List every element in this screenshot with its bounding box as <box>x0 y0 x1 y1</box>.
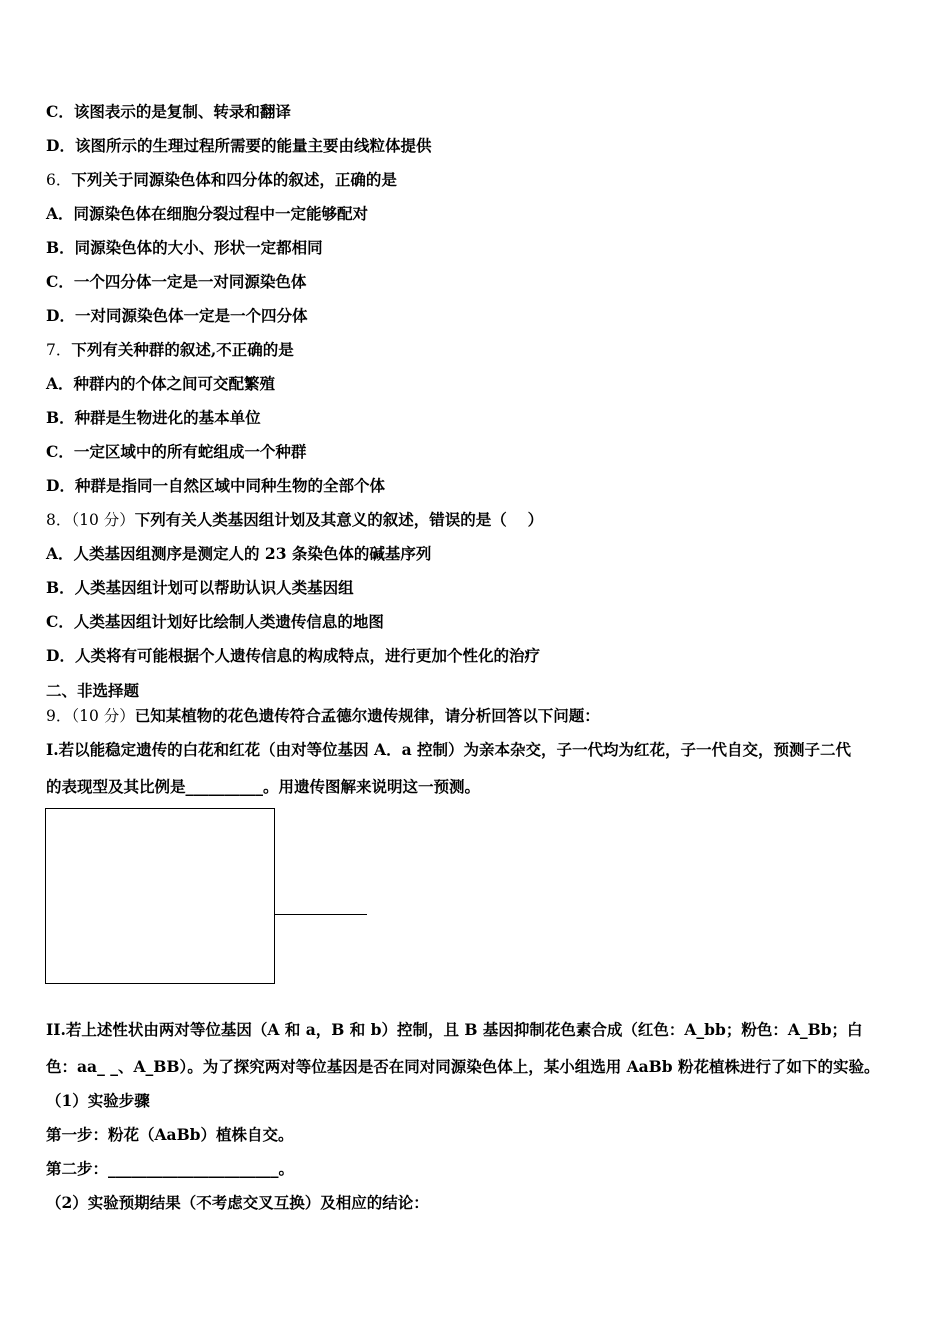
q9-part2-line2: 色：aa_ _、A_BB）。为了探究两对等位基因是否在同对同源染色体上，某小组选用 AaBb 粉花植株进行了如下的实验。 <box>46 1057 880 1076</box>
q7-option-d: D．种群是指同一自然区域中同种生物的全部个体 <box>46 476 385 495</box>
q7-number: 7． <box>46 341 72 359</box>
q6-option-b: B．同源染色体的大小、形状一定都相同 <box>46 238 323 257</box>
q7-stem: 下列有关种群的叙述,不正确的是 <box>71 340 294 359</box>
q7-option-b: B．种群是生物进化的基本单位 <box>46 408 261 427</box>
q7-question <box>46 340 294 360</box>
q9-part2-line1: II.若上述性状由两对等位基因（A 和 a，B 和 b）控制，且 B 基因抑制花色素合成（红色：A_bb；粉色：A_Bb；白 <box>46 1020 863 1039</box>
q9-step1: 第一步：粉花（AaBb）植株自交。 <box>46 1125 294 1144</box>
genetic-diagram-line <box>275 914 367 915</box>
q7-option-a: A．种群内的个体之间可交配繁殖 <box>46 374 276 393</box>
q6-number: 6． <box>46 171 72 189</box>
q8-option-b: B．人类基因组计划可以帮助认识人类基因组 <box>46 578 354 597</box>
q8-stem: 下列有关人类基因组计划及其意义的叙述，错误的是（ ） <box>134 510 544 529</box>
q7-option-c: C．一定区域中的所有蛇组成一个种群 <box>46 442 307 461</box>
q9-part1-line2: 的表现型及其比例是__________。用遗传图解来说明这一预测。 <box>46 777 481 796</box>
q6-option-a: A．同源染色体在细胞分裂过程中一定能够配对 <box>46 204 369 223</box>
q6-stem: 下列关于同源染色体和四分体的叙述，正确的是 <box>71 170 397 189</box>
q5-option-c: C．该图表示的是复制、转录和翻译 <box>46 102 291 121</box>
q5-option-d: D．该图所示的生理过程所需要的能量主要由线粒体提供 <box>46 136 432 155</box>
q9-part1-line1: I.若以能稳定遗传的白花和红花（由对等位基因 A．a 控制）为亲本杂交，子一代均为红花，子一代自交，预测子二代 <box>46 740 852 759</box>
q9-step2: 第二步：______________________。 <box>46 1159 295 1178</box>
q8-option-d: D．人类将有可能根据个人遗传信息的构成特点，进行更加个性化的治疗 <box>46 646 540 665</box>
genetic-diagram-box <box>45 808 275 984</box>
q9-stem: 已知某植物的花色遗传符合孟德尔遗传规律，请分析回答以下问题： <box>134 706 600 725</box>
q8-option-a: A．人类基因组测序是测定人的 23 条染色体的碱基序列 <box>46 544 432 563</box>
q8-option-c: C．人类基因组计划好比绘制人类遗传信息的地图 <box>46 612 384 631</box>
section-heading: 二、非选择题 <box>46 681 140 700</box>
q6-option-d: D．一对同源染色体一定是一个四分体 <box>46 306 308 325</box>
q8-number: 8．（10 分） <box>46 511 135 529</box>
q9-sub2-heading: （2）实验预期结果（不考虑交叉互换）及相应的结论： <box>46 1193 429 1212</box>
q9-sub1-heading: （1）实验步骤 <box>46 1091 150 1110</box>
q6-question <box>46 170 397 190</box>
q9-number: 9．（10 分） <box>46 707 135 725</box>
q9-question <box>46 706 600 726</box>
q6-option-c: C．一个四分体一定是一对同源染色体 <box>46 272 307 291</box>
q8-question <box>46 510 543 530</box>
